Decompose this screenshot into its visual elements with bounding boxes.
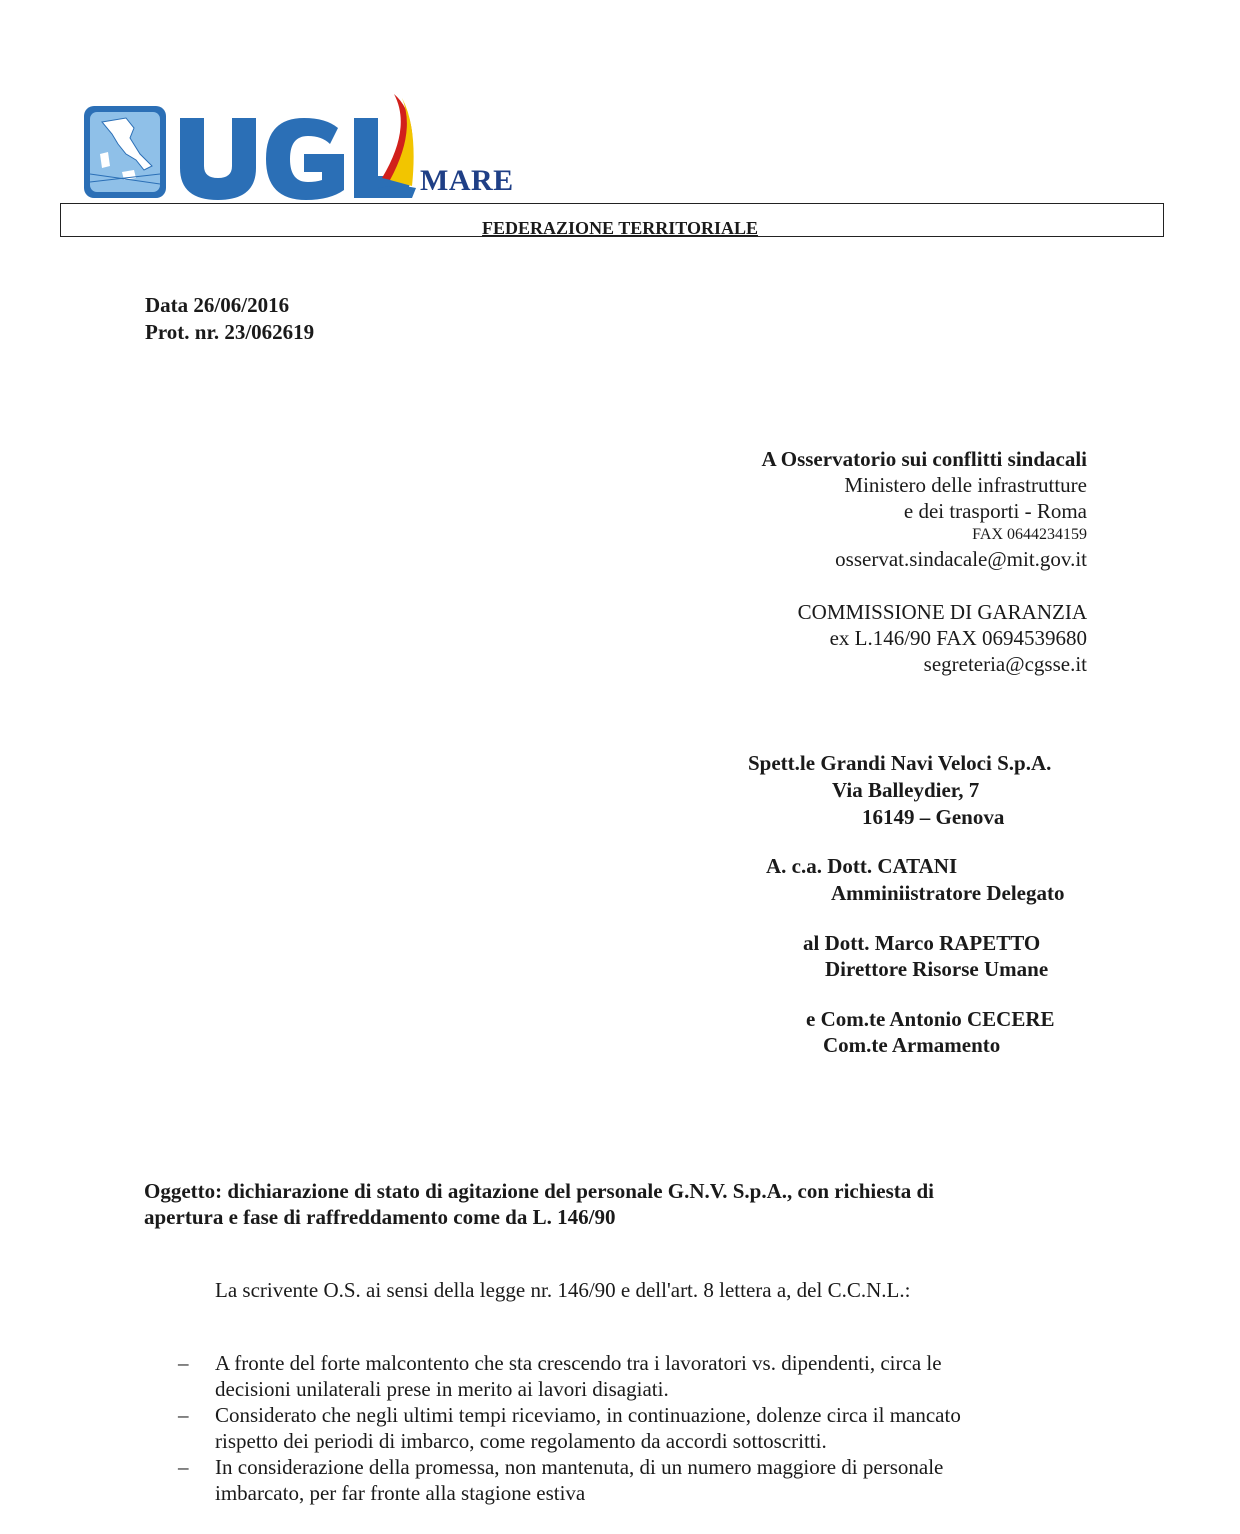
header-title: FEDERAZIONE TERRITORIALE <box>482 218 758 238</box>
letter-date: Data 26/06/2016 <box>145 293 290 317</box>
italy-map-icon <box>84 106 166 198</box>
recipient-fax: FAX 0644234159 <box>972 526 1087 543</box>
recipient-company <box>748 750 1051 831</box>
recipient-line: Amminiistratore Delegato <box>831 881 1065 905</box>
recipient-line: Ministero delle infrastrutture <box>844 473 1087 497</box>
recipient-line: Via Balleydier, 7 <box>832 778 980 802</box>
body-list <box>178 1350 1058 1506</box>
list-item-line: rispetto dei periodi di imbarco, come regolamento da accordi sottoscritti. <box>215 1429 827 1453</box>
list-item <box>178 1454 1058 1506</box>
list-item-line: Considerato che negli ultimi tempi riceviamo, in continuazione, dolenze circa il mancato <box>215 1403 961 1427</box>
letter-subject <box>144 1178 1064 1230</box>
letter-protocol: Prot. nr. 23/062619 <box>145 320 315 344</box>
subject-line: Oggetto: dichiarazione di stato di agitazione del personale G.N.V. S.p.A., con richiesta di <box>144 1179 935 1203</box>
recipient-line: ex L.146/90 FAX 0694539680 <box>829 626 1087 650</box>
list-item <box>178 1350 1058 1402</box>
list-item-line: imbarcato, per far fronte alla stagione estiva <box>215 1481 586 1505</box>
list-item-line: decisioni unilaterali prese in merito ai lavori disagiati. <box>215 1377 669 1401</box>
subject-line: apertura e fase di raffreddamento come da L. 146/90 <box>144 1205 616 1229</box>
recipient-email: osservat.sindacale@mit.gov.it <box>835 547 1087 571</box>
dash-bullet: – <box>178 1455 189 1479</box>
recipient-line: al Dott. Marco RAPETTO <box>803 931 1041 955</box>
logo-mare-text: MARE <box>420 164 514 197</box>
recipient-line: A Osservatorio sui conflitti sindacali <box>761 447 1087 471</box>
recipient-cecere <box>806 1006 1055 1058</box>
letter-meta <box>145 292 314 346</box>
list-item-line: A fronte del forte malcontento che sta crescendo tra i lavoratori vs. dipendenti, circa le <box>215 1351 942 1375</box>
recipient-line: Com.te Armamento <box>823 1033 1001 1057</box>
recipient-observatory <box>762 446 1088 572</box>
recipient-line: e Com.te Antonio CECERE <box>806 1007 1055 1031</box>
recipient-rapetto <box>803 930 1048 982</box>
recipient-email: segreteria@cgsse.it <box>923 652 1087 676</box>
recipient-line: Direttore Risorse Umane <box>825 957 1049 981</box>
list-item <box>178 1402 1058 1454</box>
body-intro: La scrivente O.S. ai sensi della legge nr. 146/90 e dell'art. 8 lettera a, del C.C.N.L.: <box>215 1278 911 1302</box>
dash-bullet: – <box>178 1351 189 1375</box>
ugl-letters <box>180 118 412 200</box>
recipient-line: Spett.le Grandi Navi Veloci S.p.A. <box>748 751 1052 775</box>
dash-bullet: – <box>178 1403 189 1427</box>
recipient-line: A. c.a. Dott. CATANI <box>766 854 958 878</box>
recipient-commission <box>798 599 1087 677</box>
recipient-catani <box>766 853 1064 907</box>
list-item-line: In considerazione della promessa, non mantenuta, di un numero maggiore di personale <box>215 1455 944 1479</box>
recipient-line: e dei trasporti - Roma <box>903 499 1087 523</box>
recipient-line: COMMISSIONE DI GARANZIA <box>797 600 1087 624</box>
recipient-line: 16149 – Genova <box>862 805 1005 829</box>
